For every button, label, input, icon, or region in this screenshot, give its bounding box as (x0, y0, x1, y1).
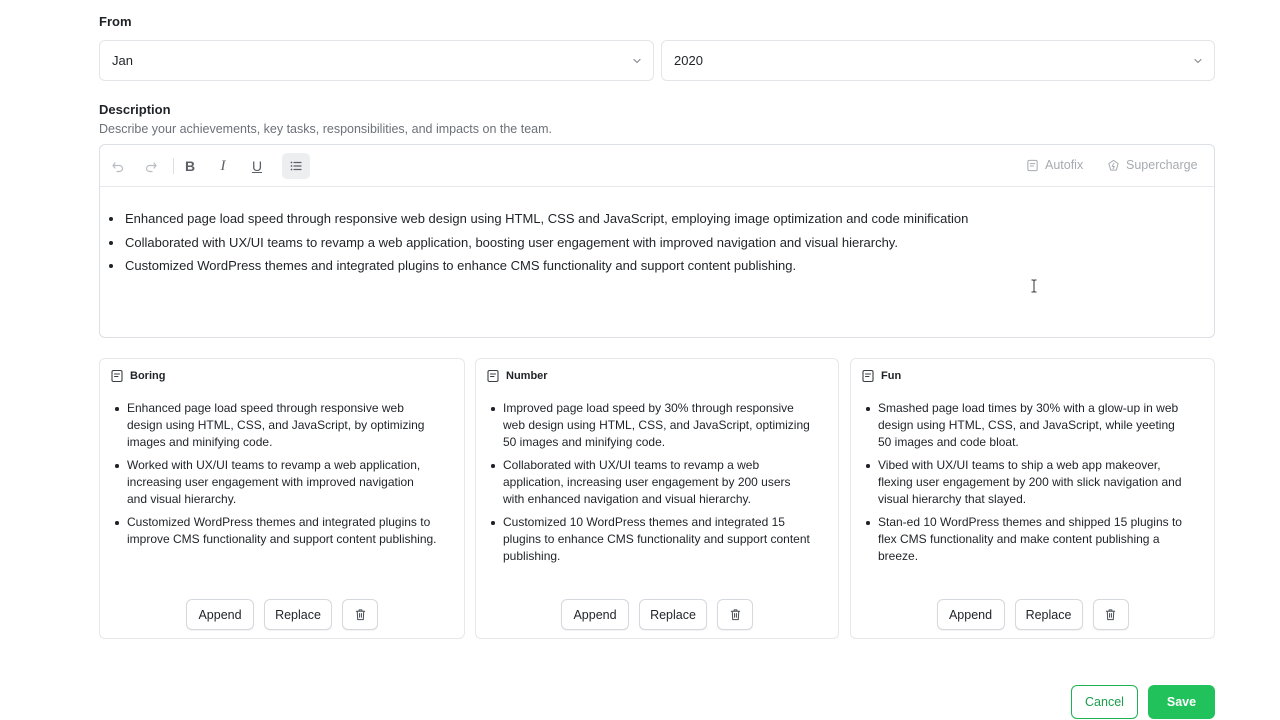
text-cursor-icon (1030, 279, 1038, 293)
delete-button[interactable] (342, 599, 378, 630)
document-icon (486, 369, 500, 383)
redo-button[interactable] (137, 153, 165, 179)
card-bullet: Improved page load speed by 30% through responsive web design using HTML, CSS, and JavaScript, optimizing 50 images and minifying code. (503, 400, 813, 451)
chevron-down-icon (1192, 55, 1204, 67)
month-select-value: Jan (112, 53, 133, 68)
document-icon (861, 369, 875, 383)
suggestion-card-number (475, 358, 839, 639)
undo-icon (111, 159, 125, 173)
replace-button[interactable]: Replace (639, 599, 707, 630)
redo-icon (144, 159, 158, 173)
card-bullet: Enhanced page load speed through responsive web design using HTML, CSS, and JavaScript, by optimizing images and minifying code. (127, 400, 437, 451)
append-button[interactable]: Append (561, 599, 629, 630)
editor-content[interactable] (100, 187, 1214, 278)
description-editor[interactable] (99, 144, 1215, 338)
editor-toolbar (100, 145, 1214, 187)
toolbar-divider (173, 158, 174, 174)
cancel-button[interactable]: Cancel (1071, 685, 1138, 719)
append-button[interactable]: Append (937, 599, 1005, 630)
editor-bullet: Enhanced page load speed through responsive web design using HTML, CSS and JavaScript, employing image optimization and code minification (125, 207, 1214, 231)
document-icon (110, 369, 124, 383)
card-bullet: Customized 10 WordPress themes and integrated 15 plugins to enhance CMS functionality and support content publishing. (503, 514, 813, 565)
card-bullet: Stan-ed 10 WordPress themes and shipped 15 plugins to flex CMS functionality and make content publishing a breeze. (878, 514, 1188, 565)
card-header (486, 369, 548, 383)
trash-icon (1104, 608, 1117, 621)
year-select-value: 2020 (674, 53, 703, 68)
editor-bullet: Collaborated with UX/UI teams to revamp a web application, boosting user engagement with improved navigation and visual hierarchy. (125, 231, 1214, 255)
replace-button[interactable]: Replace (264, 599, 332, 630)
from-label: From (99, 16, 132, 29)
autofix-button[interactable] (1026, 158, 1083, 172)
card-header (110, 369, 165, 383)
bullet-list-icon (289, 159, 303, 173)
supercharge-label: Supercharge (1126, 158, 1198, 172)
trash-icon (729, 608, 742, 621)
autofix-icon (1026, 159, 1039, 172)
delete-button[interactable] (717, 599, 753, 630)
card-title: Fun (881, 370, 902, 382)
chevron-down-icon (631, 55, 643, 67)
card-title: Number (506, 370, 548, 382)
card-header (861, 369, 901, 383)
description-title: Description (99, 102, 171, 117)
autofix-label: Autofix (1045, 158, 1084, 172)
underline-icon: U (251, 158, 263, 174)
bold-icon: B (184, 158, 196, 174)
bold-button[interactable] (176, 153, 204, 179)
trash-icon (354, 608, 367, 621)
save-button[interactable]: Save (1148, 685, 1215, 719)
suggestion-card-fun (850, 358, 1215, 639)
description-subtitle: Describe your achievements, key tasks, responsibilities, and impacts on the team. (99, 122, 552, 136)
card-title: Boring (130, 370, 166, 382)
card-bullet: Customized WordPress themes and integrated plugins to improve CMS functionality and support content publishing. (127, 515, 437, 546)
delete-button[interactable] (1093, 599, 1129, 630)
card-bullet: Smashed page load times by 30% with a glow-up in web design using HTML, CSS, and JavaScript, while yeeting 50 images and code bloat. (878, 400, 1188, 451)
suggestion-card-boring (99, 358, 465, 639)
italic-icon: I (220, 157, 226, 174)
card-bullet: Collaborated with UX/UI teams to revamp a web application, increasing user engagement by 200 users with enhanced navigation and visual hierarchy. (503, 457, 813, 508)
replace-button[interactable]: Replace (1015, 599, 1083, 630)
month-select[interactable] (99, 40, 654, 81)
editor-bullet: Customized WordPress themes and integrated plugins to enhance CMS functionality and support content publishing. (125, 254, 1214, 278)
year-select[interactable] (661, 40, 1215, 81)
undo-button[interactable] (104, 153, 132, 179)
supercharge-button[interactable] (1107, 158, 1198, 172)
supercharge-icon (1107, 159, 1120, 172)
card-bullet: Vibed with UX/UI teams to ship a web app makeover, flexing user engagement by 200 with slick navigation and visual hierarchy that slayed. (878, 457, 1188, 508)
append-button[interactable]: Append (186, 599, 254, 630)
underline-button[interactable] (243, 153, 271, 179)
italic-button[interactable] (209, 153, 237, 179)
bullet-list-button[interactable] (282, 153, 310, 179)
card-bullet: Worked with UX/UI teams to revamp a web application, increasing user engagement with improved navigation and visual hierarchy. (127, 457, 437, 508)
